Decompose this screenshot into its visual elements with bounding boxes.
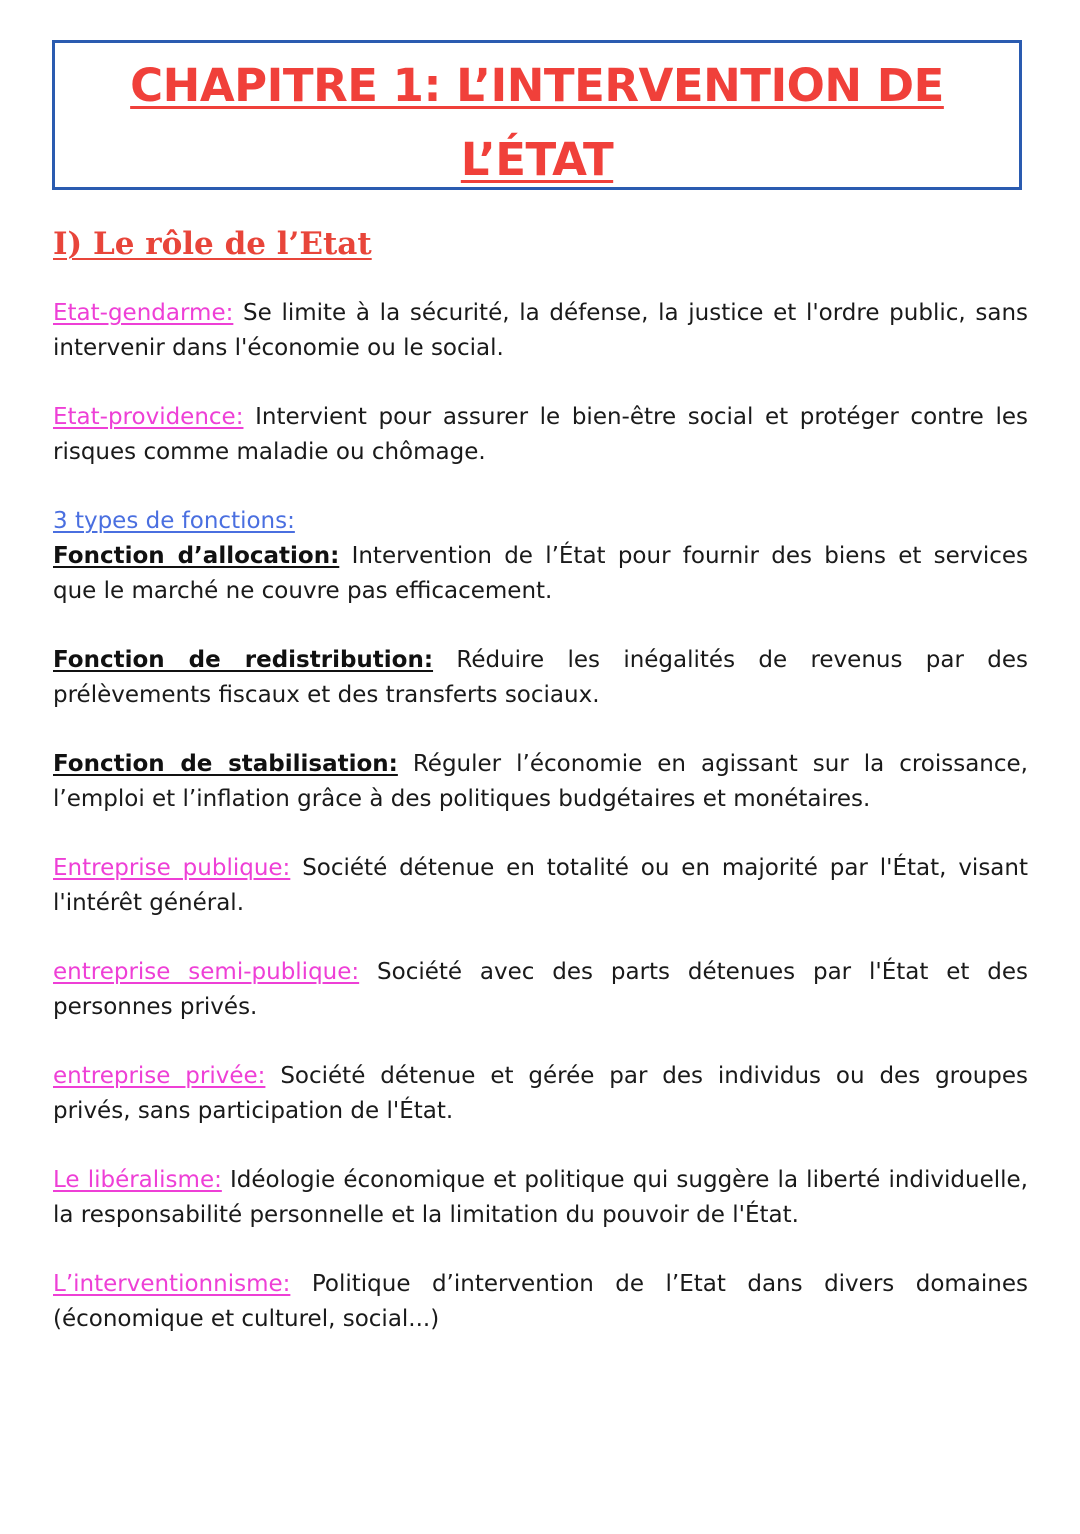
term-label: Fonction de redistribution:	[53, 647, 434, 673]
chapter-title-line-1: CHAPITRE 1: L’INTERVENTION DE	[130, 59, 944, 112]
definition-text: Idéologie économique et politique qui suggère la liberté individuelle, la responsabilité personnelle et la limitation du pouvoir de l'État.	[53, 1167, 1028, 1228]
definition-entreprise-semi-publique	[53, 955, 1028, 1025]
term-label: entreprise privée:	[53, 1063, 266, 1089]
term-label: Entreprise publique:	[53, 855, 291, 881]
term-label: Etat-gendarme:	[53, 300, 234, 326]
section-heading: I) Le rôle de l’Etat	[53, 226, 372, 262]
term-label: Le libéralisme:	[53, 1167, 222, 1193]
term-label: Fonction d’allocation:	[53, 543, 340, 569]
definition-text: Politique d’intervention de l’Etat dans divers domaines (économique et culturel, social...)	[53, 1271, 1028, 1332]
function-stabilisation	[53, 747, 1028, 817]
definition-text: Intervention de l’État pour fournir des biens et services que le marché ne couvre pas efficacement.	[53, 543, 1028, 604]
definition-text: Se limite à la sécurité, la défense, la justice et l'ordre public, sans intervenir dans l'économie ou le social.	[53, 300, 1029, 361]
chapter-title-line-2: L’ÉTAT	[460, 133, 614, 186]
functions-heading	[53, 504, 1028, 539]
definition-entreprise-publique	[53, 851, 1028, 921]
definition-interventionnisme	[53, 1267, 1028, 1337]
function-redistribution	[53, 643, 1028, 713]
term-label: Fonction de stabilisation:	[53, 751, 398, 777]
term-label: L’interventionnisme:	[53, 1271, 291, 1297]
definition-text: Réguler l’économie en agissant sur la croissance, l’emploi et l’inflation grâce à des politiques budgétaires et monétaires.	[53, 751, 1028, 812]
definition-text: Intervient pour assurer le bien-être social et protéger contre les risques comme maladie ou chômage.	[53, 404, 1028, 465]
definition-text: Société détenue en totalité ou en majorité par l'État, visant l'intérêt général.	[53, 855, 1028, 916]
definition-liberalisme	[53, 1163, 1028, 1233]
definition-etat-gendarme	[53, 296, 1028, 366]
definition-entreprise-privee	[53, 1059, 1028, 1129]
term-label: entreprise semi-publique:	[53, 959, 360, 985]
definition-text: Société avec des parts détenues par l'État et des personnes privés.	[53, 959, 1028, 1020]
function-allocation	[53, 539, 1028, 609]
definition-text: Société détenue et gérée par des individus ou des groupes privés, sans participation de l'État.	[53, 1063, 1028, 1124]
term-label: Etat-providence:	[53, 404, 244, 430]
functions-heading-label: 3 types de fonctions:	[53, 508, 295, 534]
chapter-title-box	[52, 40, 1022, 190]
definition-text: Réduire les inégalités de revenus par des prélèvements fiscaux et des transferts sociaux.	[53, 647, 1028, 708]
content-body	[53, 296, 1028, 1337]
definition-etat-providence	[53, 400, 1028, 470]
